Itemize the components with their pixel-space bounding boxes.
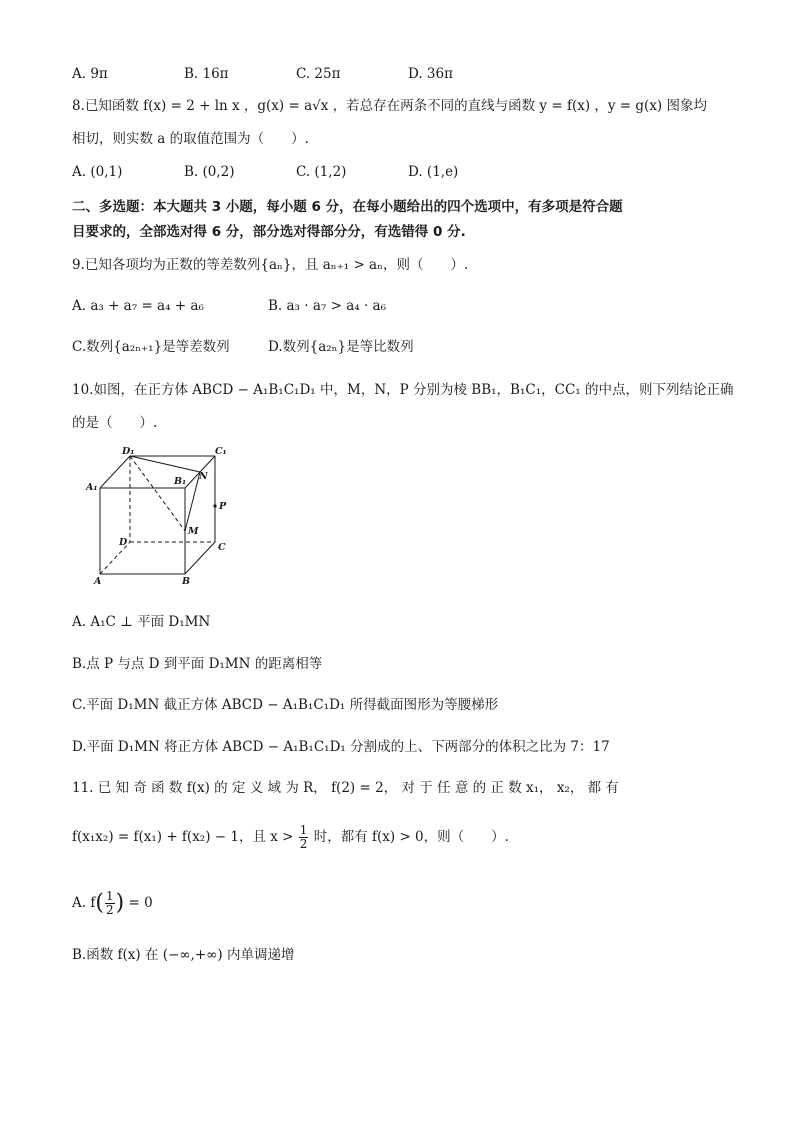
label-a: A [94,576,102,586]
q11-stem-line2 [72,824,509,851]
q7-option-d: D. 36π [408,66,453,82]
label-c: C [218,542,226,553]
q10-option-d: D.平面 D₁MN 将正方体 ABCD − A₁B₁C₁D₁ 分割成的上、下两部分的体积之比为 7：17 [72,739,610,755]
q8-option-b: B. (0,2) [184,164,235,180]
q8-options [72,162,520,182]
q9-stem: 9.已知各项均为正数的等差数列{aₙ}，且 aₙ₊₁ > aₙ，则（ ）. [72,257,469,273]
q10-option-b: B.点 P 与点 D 到平面 D₁MN 的距离相等 [72,656,323,672]
label-b1: B₁ [174,476,187,487]
q11-frac-num: 1 [299,823,308,837]
section2-heading-line1: 二、多选题：本大题共 3 小题，每小题 6 分，在每小题给出的四个选项中，有多项是符合题 [72,199,623,215]
q9-option-b: B. a₃ · a₇ > a₄ · a₆ [268,298,386,314]
q11-option-a-frac-num: 1 [105,889,114,903]
q9-options-ab [72,296,386,316]
cube-figure [82,446,242,586]
label-m: M [188,526,199,537]
q11-stem-line1: 11. 已 知 奇 函 数 f(x) 的 定 义 域 为 R， f(2) = 2， 对 于 任 意 的 正 数 x₁， x₂， 都 有 [72,780,619,796]
q9-option-d: D.数列{a₂ₙ}是等比数列 [268,339,414,355]
q8-stem-line1: 8.已知函数 f(x) = 2 + ln x ，g(x) = a√x ，若总存在两条不同的直线与函数 y = f(x) ，y = g(x) 图象均 [72,98,707,114]
q11-stem-line2-part1: f(x₁x₂) = f(x₁) + f(x₂) − 1，且 x > [72,829,294,845]
q8-option-d: D. (1,e) [408,164,459,180]
q7-option-a: A. 9π [72,66,108,82]
label-b: B [182,576,191,586]
label-p: P [219,501,227,512]
q11-option-b: B.函数 f(x) 在 (−∞,+∞) 内单调递增 [72,947,295,963]
q9-options-cd [72,337,414,357]
q8-option-a: A. (0,1) [72,164,123,180]
q10-stem-line1: 10.如图，在正方体 ABCD − A₁B₁C₁D₁ 中，M，N，P 分别为棱 BB₁，B₁C₁，CC₁ 的中点，则下列结论正确 [72,382,734,398]
q11-option-a-frac-den: 2 [105,903,114,917]
label-n: N [199,471,208,482]
point-p [213,504,216,507]
q9-option-a: A. a₃ + a₇ = a₄ + a₆ [72,298,204,314]
q11-stem-line2-part2: 时，都有 f(x) > 0，则（ ）. [313,829,509,845]
q7-option-c: C. 25π [296,66,341,82]
q11-option-a-prefix: A. f [72,895,96,911]
q10-option-c: C.平面 D₁MN 截正方体 ABCD − A₁B₁C₁D₁ 所得截面图形为等腰梯形 [72,697,499,713]
segment-d1-m [130,456,185,531]
q8-option-c: C. (1,2) [296,164,347,180]
q8-stem-line2: 相切，则实数 a 的取值范围为（ ）. [72,131,309,147]
label-c1: C₁ [215,446,227,457]
q7-option-b: B. 16π [184,66,229,82]
edge-b-c [185,542,215,574]
q9-option-c: C.数列{a₂ₙ₊₁}是等差数列 [72,339,230,355]
q7-options [72,64,520,84]
label-a1: A₁ [86,482,98,493]
q11-frac-den: 2 [299,837,308,851]
label-d1: D₁ [122,446,135,457]
segment-n-m [185,472,200,531]
edge-a1-d1 [100,456,130,488]
section2-heading-line2: 目要求的，全部选对得 6 分，部分选对得部分分，有选错得 0 分. [72,224,466,240]
q11-option-a-fraction [105,890,115,917]
q10-stem-line2: 的是（ ）. [72,415,158,431]
q11-fraction-one-half [299,824,309,851]
q11-option-a: A. f( $\frac{1}{2}$ ) = 0 [72,889,153,917]
q11-option-a-suffix: = 0 [128,895,153,911]
label-d: D [119,537,128,548]
q10-option-a: A. A₁C ⊥ 平面 D₁MN [72,614,211,630]
